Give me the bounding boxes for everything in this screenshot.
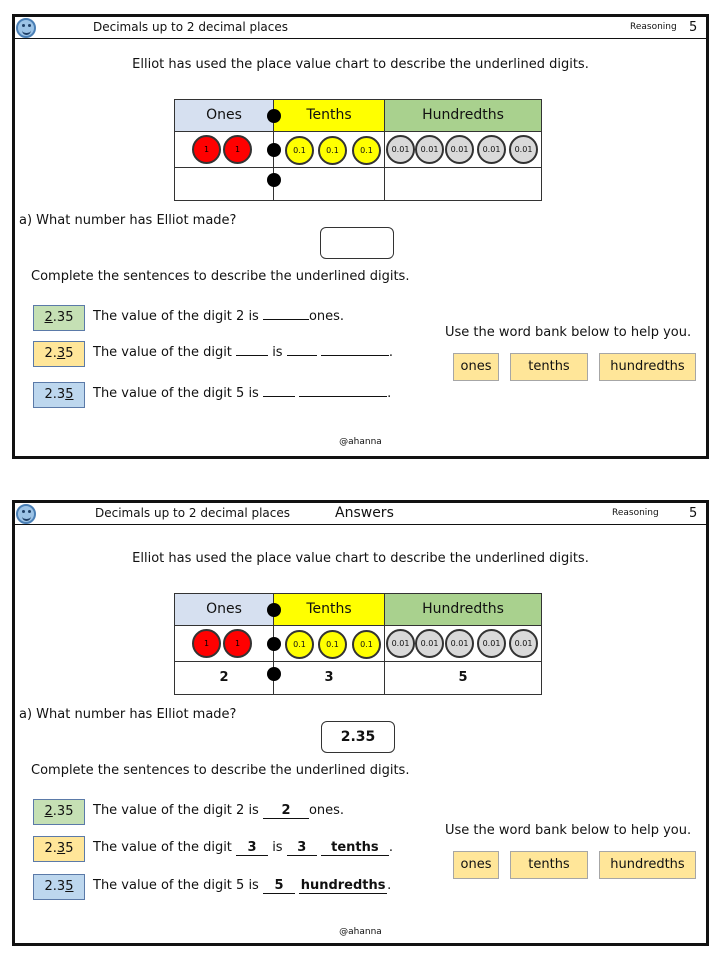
answers-label: Answers — [335, 505, 394, 521]
digit-tag-tenths: 2.35 — [33, 836, 85, 862]
ones-counter: 1 — [192, 629, 221, 658]
tenths-counter: 0.1 — [318, 630, 347, 659]
word-bank-hundredths[interactable]: hundredths — [599, 851, 696, 879]
tenths-counter: 0.1 — [352, 136, 381, 165]
hundredths-header: Hundredths — [385, 100, 541, 132]
tenths-counter: 0.1 — [285, 136, 314, 165]
place-value-chart — [174, 99, 542, 201]
sentence-tenths: The value of the digit 3 is 3 tenths . — [93, 840, 393, 855]
intro-text: Elliot has used the place value chart to describe the underlined digits. — [132, 57, 589, 72]
word-bank-ones[interactable]: ones — [453, 353, 499, 381]
tenths-counter: 0.1 — [352, 630, 381, 659]
smiley-icon — [16, 18, 36, 38]
tenths-header: Tenths — [274, 100, 385, 132]
worksheet-title: Decimals up to 2 decimal places — [93, 20, 289, 34]
answer-value: 3 — [287, 840, 317, 856]
sentence-ones: The value of the digit 2 is ones. — [93, 309, 345, 324]
answer-unit: hundredths — [300, 878, 386, 893]
place-value-chart — [174, 593, 542, 695]
hundredths-header: Hundredths — [385, 594, 541, 626]
ones-answer: 2 — [219, 670, 229, 685]
decimal-point — [267, 603, 281, 617]
word-bank-text: Use the word bank below to help you. — [445, 823, 692, 838]
hundredths-counter: 0.01 — [415, 135, 444, 164]
decimal-point — [267, 173, 281, 187]
credit: @ahanna — [339, 927, 382, 937]
worksheet-answers-panel — [12, 500, 709, 946]
ones-counter: 1 — [223, 629, 252, 658]
digit-tag-ones: 2.35 — [33, 799, 85, 825]
answer-blank[interactable] — [321, 355, 389, 356]
answer-value: 5 — [263, 878, 295, 894]
ones-counter: 1 — [192, 135, 221, 164]
credit: @ahanna — [339, 437, 382, 447]
digit-tag-hundredths: 2.35 — [33, 874, 85, 900]
sentence-hundredths: The value of the digit 5 is . — [93, 386, 392, 401]
sentence-ones: The value of the digit 2 is 2 ones. — [93, 803, 345, 818]
ones-counter: 1 — [223, 135, 252, 164]
answer-blank[interactable] — [299, 396, 387, 397]
answer-blank[interactable] — [263, 396, 295, 397]
answer-blank[interactable] — [236, 355, 268, 356]
answer-digit: 3 — [236, 840, 268, 856]
word-bank-tenths[interactable]: tenths — [510, 851, 588, 879]
digit-tag-hundredths: 2.35 — [33, 382, 85, 408]
ones-header: Ones — [175, 594, 274, 626]
hundredths-counter: 0.01 — [445, 629, 474, 658]
tenths-answer: 3 — [324, 670, 334, 685]
word-bank-tenths[interactable]: tenths — [510, 353, 588, 381]
decimal-point — [267, 143, 281, 157]
answer-box: 2.35 — [321, 721, 395, 753]
hundredths-counter: 0.01 — [386, 135, 415, 164]
word-bank-ones[interactable]: ones — [453, 851, 499, 879]
hundredths-counter: 0.01 — [509, 629, 538, 658]
decimal-point — [267, 109, 281, 123]
worksheet-header — [15, 17, 706, 39]
smiley-icon — [16, 504, 36, 524]
question-a: a) What number has Elliot made? — [19, 213, 237, 228]
worksheet-question-panel — [12, 14, 709, 459]
ones-header: Ones — [175, 100, 274, 132]
word-bank-hundredths[interactable]: hundredths — [599, 353, 696, 381]
hundredths-counter: 0.01 — [415, 629, 444, 658]
answer-blank[interactable] — [263, 319, 309, 320]
page-number: 5 — [689, 20, 698, 35]
hundredths-counter: 0.01 — [509, 135, 538, 164]
complete-prompt: Complete the sentences to describe the underlined digits. — [31, 269, 410, 284]
hundredths-counter: 0.01 — [386, 629, 415, 658]
answer-box[interactable] — [320, 227, 394, 259]
intro-text: Elliot has used the place value chart to describe the underlined digits. — [132, 551, 589, 566]
tenths-header: Tenths — [274, 594, 385, 626]
tenths-counter: 0.1 — [318, 136, 347, 165]
column-divider — [384, 132, 385, 200]
sentence-hundredths: The value of the digit 5 is 5 hundredths . — [93, 878, 392, 893]
hundredths-counter: 0.01 — [445, 135, 474, 164]
digit-tag-ones: 2.35 — [33, 305, 85, 331]
digit-tag-tenths: 2.35 — [33, 341, 85, 367]
tenths-counter: 0.1 — [285, 630, 314, 659]
question-a: a) What number has Elliot made? — [19, 707, 237, 722]
hundredths-counter: 0.01 — [477, 135, 506, 164]
word-bank-text: Use the word bank below to help you. — [445, 325, 692, 340]
hundredths-counter: 0.01 — [477, 629, 506, 658]
category-label: Reasoning — [630, 22, 677, 32]
answer-unit: tenths — [321, 840, 389, 856]
worksheet-header — [15, 503, 706, 525]
answer-ones: 2 — [263, 803, 309, 819]
page-number: 5 — [689, 506, 698, 521]
sentence-tenths: The value of the digit is . — [93, 345, 393, 360]
answer-blank[interactable] — [287, 355, 317, 356]
complete-prompt: Complete the sentences to describe the underlined digits. — [31, 763, 410, 778]
category-label: Reasoning — [612, 508, 659, 518]
hundredths-answer: 5 — [458, 670, 468, 685]
decimal-point — [267, 637, 281, 651]
worksheet-title: Decimals up to 2 decimal places — [95, 506, 291, 520]
